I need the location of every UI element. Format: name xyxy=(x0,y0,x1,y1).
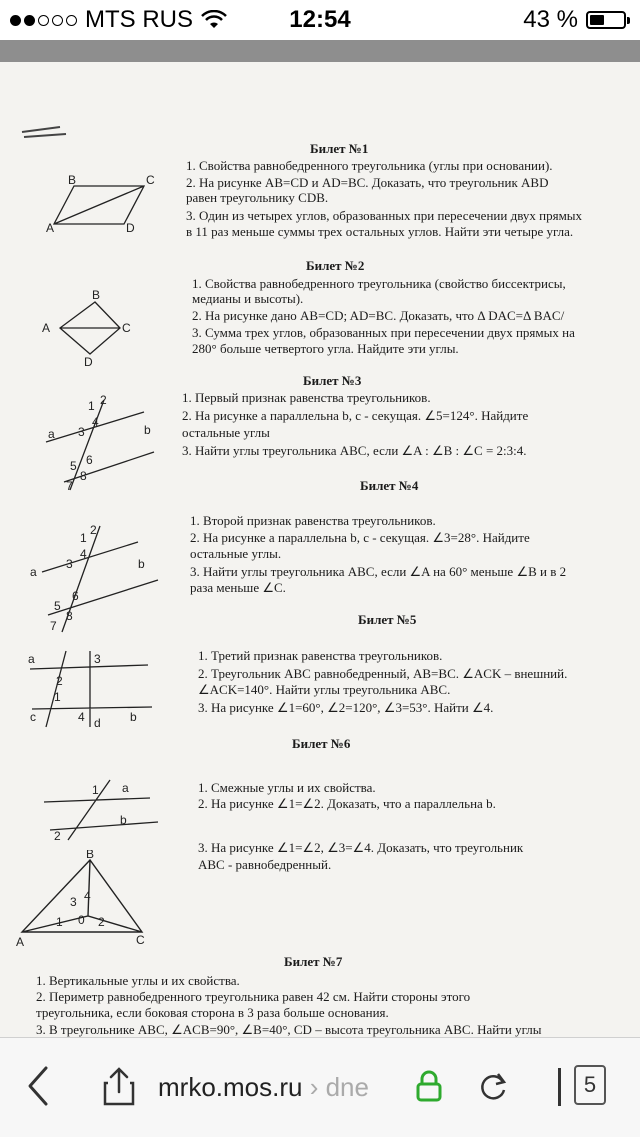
ticket-5-title: Билет №5 xyxy=(358,612,417,627)
fig-label: B xyxy=(92,290,101,302)
fig-label: 6 xyxy=(86,453,93,467)
fig-label: C xyxy=(122,321,131,335)
ticket-3-item: 1. Первый признак равенства треугольников. xyxy=(182,390,431,405)
ticket-4-item: раза меньше ∠C. xyxy=(190,580,286,595)
fig-label: 4 xyxy=(78,710,85,724)
fig-label: 2 xyxy=(100,393,107,407)
figure-triangle xyxy=(16,850,156,950)
figure-parallelogram xyxy=(44,174,164,234)
fig-label: D xyxy=(84,355,93,369)
carrier-name: MTS RUS xyxy=(85,6,193,33)
ticket-6-item: ABC - равнобедренный. xyxy=(198,857,332,872)
fig-label: 3 xyxy=(94,652,101,666)
ticket-4-item: остальные углы. xyxy=(190,546,282,561)
battery-icon xyxy=(586,11,626,29)
fig-label: a xyxy=(28,652,35,666)
fig-label: 1 xyxy=(56,915,63,929)
document-scan[interactable] xyxy=(0,62,640,1037)
url-path: › dne xyxy=(302,1072,369,1102)
share-button[interactable] xyxy=(102,1066,136,1106)
fig-label: 2 xyxy=(56,674,63,688)
ticket-3-item: остальные углы xyxy=(182,425,270,440)
fig-label: d xyxy=(94,716,101,730)
fig-label: 5 xyxy=(70,459,77,473)
fig-label: b xyxy=(138,557,145,571)
url-domain: mrko.mos.ru xyxy=(158,1072,303,1102)
ticket-4-item: 3. Найти углы треугольника ABC, если ∠A на 60° меньше ∠B и в 2 xyxy=(190,564,567,579)
fig-label: 4 xyxy=(80,547,87,561)
fig-label: 8 xyxy=(66,609,73,623)
figure-parallel-lines-2 xyxy=(28,520,168,635)
ticket-7-title: Билет №7 xyxy=(284,954,343,969)
fig-label: a xyxy=(122,781,129,795)
ticket-5-item: 2. Треугольник ABC равнобедренный, AB=BC. ∠ACK – внешний. xyxy=(198,666,568,681)
ticket-4-title: Билет №4 xyxy=(360,478,419,493)
ticket-3-item: 2. На рисунке a параллельна b, c - секущая. ∠5=124°. Найдите xyxy=(182,408,529,423)
ticket-4-item: 1. Второй признак равенства треугольников. xyxy=(190,513,436,528)
ticket-5-item: ∠ACK=140°. Найти углы треугольника ABC. xyxy=(198,682,451,697)
ticket-1-item: 3. Один из четырех углов, образованных при пересечении двух прямых xyxy=(186,208,583,223)
ticket-3-title: Билет №3 xyxy=(303,373,362,388)
ticket-2-item: 1. Свойства равнобедренного треугольника (свойство биссектрисы, xyxy=(192,276,566,291)
browser-toolbar xyxy=(0,1037,640,1137)
fig-label: c xyxy=(30,710,36,724)
fig-label: b xyxy=(120,813,127,827)
ticket-3-item: 3. Найти углы треугольника ABC, если ∠A : ∠B : ∠C = 2:3:4. xyxy=(182,443,527,458)
fig-label: 1 xyxy=(88,399,95,413)
fig-label: 8 xyxy=(80,469,87,483)
fig-label: 2 xyxy=(54,829,61,843)
battery-fill xyxy=(590,15,604,25)
address-bar[interactable] xyxy=(158,1072,369,1103)
ticket-1-item: 2. На рисунке AB=CD и AD=BC. Доказать, что треугольник ABD xyxy=(186,175,549,190)
fig-label: a xyxy=(48,427,55,441)
fig-label: b xyxy=(144,423,151,437)
fig-label: 1 xyxy=(80,531,87,545)
ticket-1-item: в 11 раз меньше суммы трех остальных углов. Найти эти четыре угла. xyxy=(186,224,574,239)
ticket-6-item: 3. На рисунке ∠1=∠2, ∠3=∠4. Доказать, что треугольник xyxy=(198,840,524,855)
fig-label: 4 xyxy=(84,889,91,903)
fig-label: 3 xyxy=(78,425,85,439)
fig-label: A xyxy=(16,935,25,949)
ticket-2-item: 2. На рисунке дано AB=CD; AD=BC. Доказать, что Δ DAC=Δ BAC/ xyxy=(192,308,565,323)
fig-label: 7 xyxy=(66,479,73,492)
ticket-2-item: 280° больше четвертого угла. Найдите эти углы. xyxy=(192,341,459,356)
page-header-strip xyxy=(0,40,640,62)
ticket-1-item: 1. Свойства равнобедренного треугольника (углы при основании). xyxy=(186,158,553,173)
ticket-7-item: 1. Вертикальные углы и их свойства. xyxy=(36,973,240,988)
ticket-6-item: 1. Смежные углы и их свойства. xyxy=(198,780,376,795)
ticket-7-item: треугольника, если боковая сторона в 3 раза больше основания. xyxy=(36,1005,389,1020)
fig-label: 2 xyxy=(98,915,105,929)
fig-label: 5 xyxy=(54,599,61,613)
ticket-7-item: 3. В треугольнике ABC, ∠ACB=90°, ∠B=40°, CD – высота треугольника ABC. Найти углы xyxy=(36,1022,542,1037)
ticket-6-item: 2. На рисунке ∠1=∠2. Доказать, что a параллельна b. xyxy=(198,796,496,811)
ticket-1-title: Билет №1 xyxy=(310,141,369,156)
fig-label: C xyxy=(136,933,145,947)
fig-label: 1 xyxy=(92,783,99,797)
battery-percent: 43 % xyxy=(523,6,578,33)
fig-label: B xyxy=(68,174,77,187)
tabs-button[interactable]: 5 xyxy=(574,1065,606,1105)
battery-info xyxy=(523,6,626,34)
clock: 12:54 xyxy=(289,6,351,33)
fig-label: 7 xyxy=(50,619,57,633)
fig-label: 6 xyxy=(72,589,79,603)
figure-parallel-lines-1 xyxy=(44,392,164,492)
reload-button[interactable] xyxy=(476,1070,510,1104)
ticket-5-item: 1. Третий признак равенства треугольников. xyxy=(198,648,443,663)
figure-intersecting-lines xyxy=(26,647,166,737)
ticket-2-title: Билет №2 xyxy=(306,258,365,273)
fig-label: a xyxy=(30,565,37,579)
fig-label: A xyxy=(42,321,51,335)
fig-label: D xyxy=(126,221,135,234)
lock-icon xyxy=(416,1070,442,1102)
fig-label: C xyxy=(146,174,155,187)
fig-label: 3 xyxy=(70,895,77,909)
fig-label: 3 xyxy=(66,557,73,571)
ticket-1-item: равен треугольнику CDB. xyxy=(186,190,329,205)
tabs-divider xyxy=(558,1068,561,1106)
fig-label: 2 xyxy=(90,523,97,537)
status-bar xyxy=(0,0,640,40)
figure-rhombus xyxy=(40,290,150,370)
back-button[interactable] xyxy=(24,1064,54,1108)
ticket-2-item: медианы и высоты). xyxy=(192,291,304,306)
fig-label: 1 xyxy=(54,690,61,704)
fig-label: 0 xyxy=(78,913,85,927)
fig-label: B xyxy=(86,850,95,861)
ticket-7-item: 2. Периметр равнобедренного треугольника равен 42 см. Найти стороны этого xyxy=(36,989,471,1004)
ticket-5-item: 3. На рисунке ∠1=60°, ∠2=120°, ∠3=53°. Найти ∠4. xyxy=(198,700,494,715)
fig-label: b xyxy=(130,710,137,724)
ticket-4-item: 2. На рисунке a параллельна b, c - секущая. ∠3=28°. Найдите xyxy=(190,530,530,545)
ticket-6-title: Билет №6 xyxy=(292,736,351,751)
fig-label: A xyxy=(46,221,55,234)
figure-parallel-proof xyxy=(40,774,170,844)
ticket-2-item: 3. Сумма трех углов, образованных при пересечении двух прямых на xyxy=(192,325,575,340)
fig-label: 4 xyxy=(92,415,99,429)
